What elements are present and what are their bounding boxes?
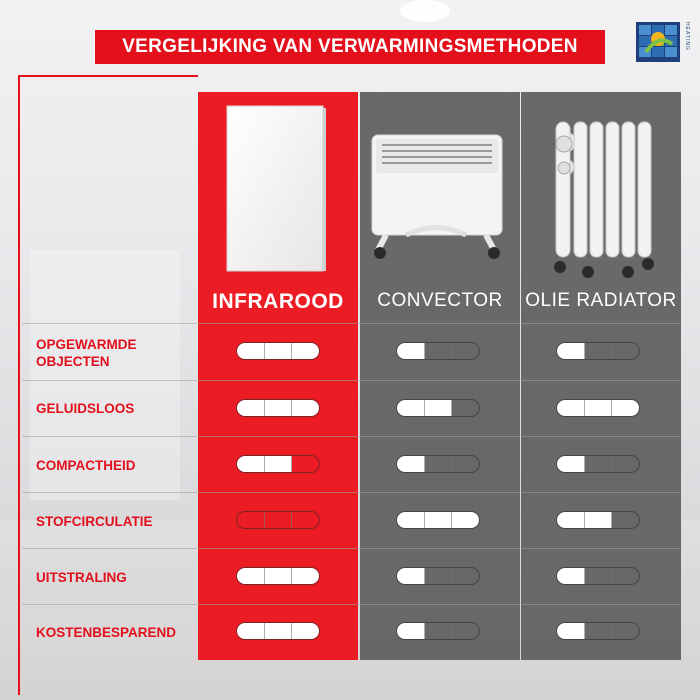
row-label-stofcirculatie: STOFCIRCULATIE <box>36 514 153 529</box>
rating-segment <box>265 568 293 584</box>
rating-segment <box>585 568 613 584</box>
brand-logo <box>636 22 680 62</box>
rating-segment <box>612 568 639 584</box>
rating-bar <box>396 342 480 360</box>
row-label-kostenbesparend: KOSTENBESPAREND <box>36 625 177 640</box>
rating-bar <box>236 342 320 360</box>
rating-bar <box>236 622 320 640</box>
rating-segment <box>612 456 639 472</box>
row-divider <box>22 604 680 605</box>
rating-bar <box>396 511 480 529</box>
rating-segment <box>237 512 265 528</box>
rating-segment <box>452 456 479 472</box>
rating-bar <box>556 455 640 473</box>
infrared-panel-image <box>222 100 332 275</box>
rating-segment <box>585 456 613 472</box>
rating-bar <box>236 511 320 529</box>
rating-segment <box>397 568 425 584</box>
rating-segment <box>557 456 585 472</box>
rating-segment <box>585 343 613 359</box>
rating-segment <box>612 400 639 416</box>
row-divider <box>22 492 680 493</box>
rating-segment <box>452 400 479 416</box>
rating-bar <box>396 622 480 640</box>
row-label-uitstraling: UITSTRALING <box>36 570 127 585</box>
rating-segment <box>585 623 613 639</box>
rating-segment <box>612 623 639 639</box>
oil-radiator-image <box>548 112 658 280</box>
rating-segment <box>397 512 425 528</box>
rating-bar <box>396 399 480 417</box>
rating-segment <box>237 343 265 359</box>
rating-segment <box>292 456 319 472</box>
rating-bar <box>556 399 640 417</box>
rating-segment <box>265 343 293 359</box>
rating-segment <box>585 512 613 528</box>
row-label-opgewarmde-objecten: OPGEWARMDE OBJECTEN <box>36 337 137 369</box>
column-label-convector: CONVECTOR <box>377 290 503 311</box>
rating-segment <box>292 568 319 584</box>
rating-segment <box>425 400 453 416</box>
rating-bar <box>236 567 320 585</box>
page-title: VERGELIJKING VAN VERWARMINGSMETHODEN <box>95 30 605 64</box>
rating-segment <box>237 456 265 472</box>
rating-bar <box>236 455 320 473</box>
rating-segment <box>425 343 453 359</box>
rating-segment <box>452 343 479 359</box>
rating-bar <box>556 567 640 585</box>
rating-segment <box>397 623 425 639</box>
rating-segment <box>425 512 453 528</box>
row-divider <box>22 436 680 437</box>
row-divider <box>22 380 680 381</box>
rating-segment <box>237 568 265 584</box>
rating-segment <box>397 456 425 472</box>
row-label-compactheid: COMPACTHEID <box>36 458 136 473</box>
rating-segment <box>265 400 293 416</box>
rating-segment <box>265 623 293 639</box>
rating-segment <box>292 512 319 528</box>
column-label-olie-radiator: OLIE RADIATOR <box>525 290 677 311</box>
rating-segment <box>237 400 265 416</box>
rating-segment <box>585 400 613 416</box>
rating-segment <box>452 512 479 528</box>
rating-segment <box>557 400 585 416</box>
rating-segment <box>237 623 265 639</box>
rating-segment <box>425 456 453 472</box>
rating-segment <box>425 623 453 639</box>
rating-segment <box>612 512 639 528</box>
column-label-infrarood: INFRAROOD <box>212 290 344 313</box>
row-divider <box>22 548 680 549</box>
rating-segment <box>557 623 585 639</box>
rating-bar <box>556 342 640 360</box>
rating-segment <box>397 400 425 416</box>
logo-side-text: HEATING <box>684 22 690 51</box>
rating-segment <box>292 400 319 416</box>
rating-segment <box>452 568 479 584</box>
ceiling-light <box>400 0 450 22</box>
rating-bar <box>556 622 640 640</box>
row-label-geluidsloos: GELUIDSLOOS <box>36 401 135 416</box>
rating-segment <box>292 343 319 359</box>
rating-segment <box>265 512 293 528</box>
rating-segment <box>557 512 585 528</box>
rating-bar <box>556 511 640 529</box>
rating-segment <box>557 343 585 359</box>
frame-line-vertical <box>18 75 20 695</box>
rating-bar <box>236 399 320 417</box>
rating-bar <box>396 567 480 585</box>
rating-segment <box>397 343 425 359</box>
rating-segment <box>612 343 639 359</box>
frame-line-horizontal <box>18 75 198 77</box>
rating-segment <box>557 568 585 584</box>
row-divider <box>22 323 680 324</box>
rating-segment <box>265 456 293 472</box>
rating-segment <box>452 623 479 639</box>
rating-bar <box>396 455 480 473</box>
convector-heater-image <box>366 125 516 270</box>
rating-segment <box>425 568 453 584</box>
rating-segment <box>292 623 319 639</box>
